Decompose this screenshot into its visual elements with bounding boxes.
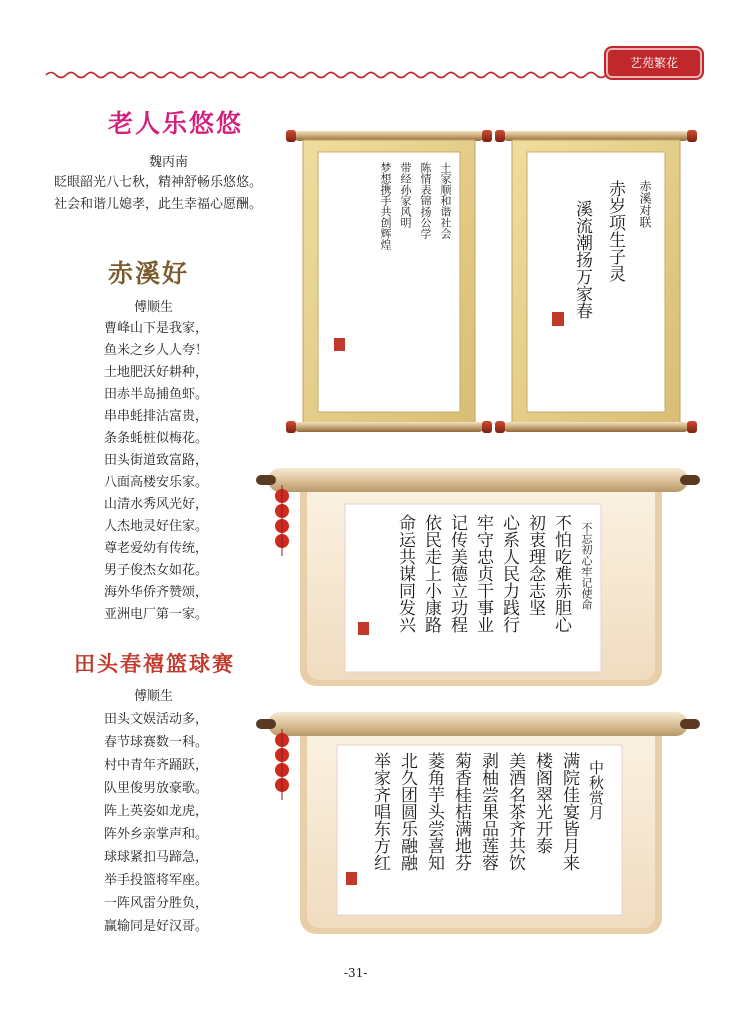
poem-author: 魏丙南 — [149, 155, 189, 170]
poem-line: 赢输同是好汉哥。 — [104, 919, 209, 934]
calligraphy-column: 赤溪对联 — [638, 180, 652, 228]
calligraphy-column: 菱角芋头尝喜知 — [424, 752, 444, 871]
poem-author: 傅顺生 — [134, 689, 174, 704]
poem-line: 队里俊男放豪歌。 — [104, 781, 209, 796]
calligraphy-column: 初衷理念志坚 — [525, 514, 545, 616]
poem-line: 村中青年齐踊跃， — [104, 758, 209, 773]
page-number: -31- — [344, 966, 368, 980]
poem-line: 串串蚝排沾富贵， — [104, 409, 209, 424]
poem-line: 曹峰山下是我家， — [104, 321, 209, 336]
calligraphy-column: 命运共谋同发兴 — [395, 514, 415, 633]
poem-line: 田头街道致富路， — [104, 453, 209, 468]
calligraphy-column: 牢守忠贞干事业 — [473, 514, 493, 633]
poem-line: 山清水秀风光好， — [104, 497, 209, 512]
calligraphy-column: 菊香桂桔满地芬 — [451, 752, 471, 871]
calligraphy-column: 赤岁项生子灵 — [605, 180, 625, 282]
poem-line: 尊老爱幼有传统， — [104, 541, 209, 556]
poem-line: 社会和谐儿媳孝，此生幸福心愿酬。 — [54, 197, 263, 212]
calligraphy-column: 中秋赏月 — [587, 760, 605, 820]
calligraphy-column: 带经孙家风明 — [399, 162, 412, 228]
poem-line: 海外华侨齐赞颂， — [104, 585, 209, 600]
poem-title: 田头春禧篮球赛 — [74, 652, 235, 676]
calligraphy-column: 梦想携手共创辉煌 — [379, 162, 392, 250]
poem-line: 春节球赛数一科。 — [104, 735, 209, 750]
poem-line: 田赤半岛捕鱼虾。 — [104, 387, 209, 402]
poem-author: 傅顺生 — [134, 300, 174, 315]
calligraphy-column: 美酒名茶齐共饮 — [505, 752, 525, 871]
hanging-scroll-2 — [495, 130, 697, 433]
calligraphy-column: 举家齐唱东方红 — [370, 752, 390, 871]
calligraphy-column: 北久团圆乐融融 — [397, 752, 417, 871]
poem-title: 老人乐悠悠 — [108, 109, 244, 138]
calligraphy-column: 剥柚尝果品莲蓉 — [478, 752, 498, 871]
poem-line: 八面高楼安乐家。 — [104, 475, 209, 490]
poem-line: 眨眼韶光八七秋，精神舒畅乐悠悠。 — [54, 175, 263, 190]
calligraphy-column: 陈情表锦扬公学 — [419, 162, 432, 239]
calligraphy-column: 土家顺和谐社会 — [439, 162, 452, 239]
calligraphy-column: 依民走上小康路 — [421, 514, 441, 633]
calligraphy-column: 不怕吃难赤胆心 — [551, 514, 571, 633]
poem-line: 球球紧扣马蹄急， — [104, 850, 209, 865]
calligraphy-column: 记传美德立功程 — [447, 514, 467, 633]
poem-line: 人杰地灵好住家。 — [104, 519, 209, 534]
poem-line: 条条蚝桩似梅花。 — [104, 431, 209, 446]
poem-line: 亚洲电厂第一家。 — [104, 607, 209, 622]
poem-line: 鱼米之乡人人夸！ — [104, 343, 209, 358]
poem-line: 男子俊杰女如花。 — [104, 563, 209, 578]
poem-title: 赤溪好 — [108, 259, 190, 288]
poem-line: 土地肥沃好耕种， — [104, 365, 209, 380]
calligraphy-column: 溪流潮扬万家春 — [572, 200, 592, 319]
poem-line: 阵上英姿如龙虎， — [104, 804, 209, 819]
calligraphy-column: 心系人民力践行 — [499, 514, 519, 633]
section-badge: 艺苑繁花 — [606, 48, 702, 78]
poem-line: 一阵风雷分胜负， — [104, 896, 209, 911]
poem-line: 阵外乡亲掌声和。 — [104, 827, 209, 842]
calligraphy-column: 楼阁翠光开泰 — [532, 752, 552, 854]
calligraphy-column: 不忘初心牢记使命 — [580, 522, 593, 610]
calligraphy-column: 满院佳宴皆月来 — [559, 752, 579, 871]
poem-line: 举手投篮将军座。 — [104, 873, 209, 888]
poem-line: 田头文娱活动多， — [104, 712, 209, 727]
